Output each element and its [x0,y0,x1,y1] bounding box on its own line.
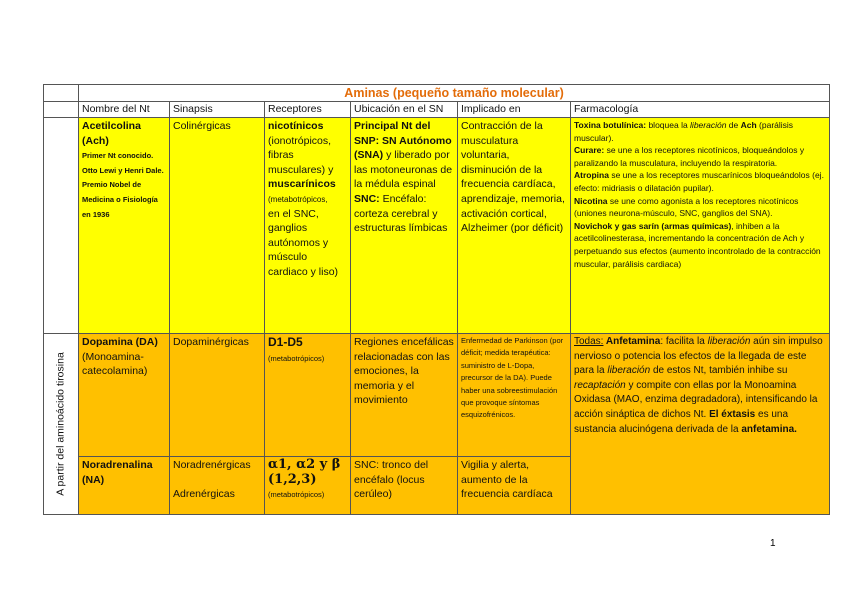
header-nombre: Nombre del Nt [79,102,170,118]
na-synapse [170,457,265,515]
farm-text: : facilita la [660,336,708,347]
farm-text: bloquea la [646,120,691,130]
farm-botulinum: Toxina botulínica: [574,120,647,130]
da-implicated: Enfermedad de Parkinson (por déficit; medida terapéutica: suministro de L-Dopa, precursor de la DA). Puede haber una sobreestimulación que provoque síntomas esquizofrénicos. [458,334,571,457]
ach-synapse: Colinérgicas [170,118,265,334]
na-receptors [265,457,351,515]
farm-curare: Curare: [574,145,605,156]
loc-snp: Principal Nt del SNP: SN Autónomo (SNA) [354,120,452,162]
na-rec: α1, α2 y β (1,2,3) [268,457,341,487]
farm-text: , inhiben a la acetilcolinesterasa, incrementando la concentración de Ach y perpetuando sus efectos (aumento incontrolado de la contracción muscular, parálisis cardiaca) [574,220,821,269]
rec-muscarinic: muscarínicos [268,178,336,191]
rec-nicotinic-desc: (ionotrópicos, fibras musculares) y [268,134,334,176]
na-synapse-2: Adrenérgicas [173,488,235,501]
farm-text: se une a los receptores nicotínicos, bloqueándolos y paralizando la musculatura, incluyendo la respiratoria. [574,145,805,168]
loc-snp-desc: y liberado por las motoneuronas de la médula espinal [354,149,453,191]
header-farmacologia: Farmacología [571,102,830,118]
farm-text: de [726,120,741,130]
loc-snc: SNC: [354,192,380,205]
farm-text: de estos Nt, también inhibe su [650,365,788,377]
ach-note: Primer Nt conocido. Otto Lewi y Henri Dale. Premio Nobel de Medicina o Fisiología en 1936 [82,151,164,219]
farm-text: anfetamina. [741,423,797,435]
da-sub: (Monoamina-catecolamina) [82,350,148,378]
header-receptores: Receptores [265,102,351,118]
table-title: Aminas (pequeño tamaño molecular) [79,85,830,102]
na-implicated: Vigilia y alerta, aumento de la frecuencia cardíaca [458,457,571,515]
na-location: SNC: tronco del encéfalo (locus cerúleo) [351,457,458,515]
farm-nicotina: Nicotina [574,195,608,206]
farm-text: se une a los receptores muscarínicos bloqueándolos (ej. efecto: midriasis o dilatación pupilar). [574,170,824,193]
da-rec-note: (metabotrópicos) [268,353,325,363]
da-receptors [265,334,351,457]
farm-text: recaptación [574,379,626,391]
farm-text: Ach [740,120,757,130]
header-ubicacion: Ubicación en el SN [351,102,458,118]
side-label-cell [44,334,79,515]
farm-text: liberación [607,365,651,377]
farm-text: Anfetamina [603,336,661,347]
ach-name-cell [79,118,170,334]
da-pharmacology [571,334,830,515]
rec-nicotinic: nicotínicos [268,120,324,132]
farm-text: es una sustancia alucinógena derivada de la [574,408,789,435]
ach-pharmacology [571,118,830,334]
da-location: Regiones encefálicas relacionadas con las emociones, la memoria y el movimiento [351,334,458,457]
header-sinapsis: Sinapsis [170,102,265,118]
farm-atropina: Atropina [574,170,609,181]
ach-name: Acetilcolina (Ach) [82,120,141,147]
side-label: A partir del aminoácido tirosina [54,352,67,496]
rec-muscarinic-desc: en el SNC, ganglios autónomos y músculo cardiaco y liso) [268,207,339,278]
rec-muscarinic-type: (metabotrópicos, [268,194,328,204]
farm-text: aún sin impulso nervioso o potencia los efectos de la llegada de este para la [574,336,823,377]
loc-snc-desc: Encéfalo: corteza cerebral y estructuras límbicas [354,192,448,235]
da-synapse: Dopaminérgicas [170,334,265,457]
na-name [79,457,170,515]
farm-text: y compite con ellas por la Monoamina Oxidasa (MAO, enzima degradadora), intensificando la acción sináptica de dichos Nt. [574,379,818,420]
header-implicado: Implicado en [458,102,571,118]
farm-novichok: Novichok y gas sarín (armas químicas) [574,220,732,231]
farm-text: (parálisis muscular). [574,120,794,143]
page-number: 1 [770,538,776,549]
na-rec-note: (metabotrópicos) [268,490,325,500]
farm-text: liberación [690,120,727,130]
farm-text: liberación [707,336,751,347]
da-name-cell [79,334,170,457]
amines-table [43,84,830,515]
farm-todas: Todas: [574,336,604,347]
farm-text: El éxtasis [709,408,756,420]
na-name-text: Noradrenalina (NA) [82,459,153,486]
ach-implicated: Contracción de la musculatura voluntaria, disminución de la frecuencia cardíaca, aprendizaje, memoria, activación cortical, Alzheimer (por déficit) [458,118,571,334]
da-name: Dopamina (DA) [82,336,158,348]
farm-text: se une como agonista a los receptores nicotínicos (uniones neurona-músculo, SNC, ganglios del SNA). [574,195,799,219]
ach-receptors [265,118,351,334]
ach-location [351,118,458,334]
na-synapse-1: Noradrenérgicas [173,459,251,471]
da-rec: D1-D5 [268,335,303,349]
